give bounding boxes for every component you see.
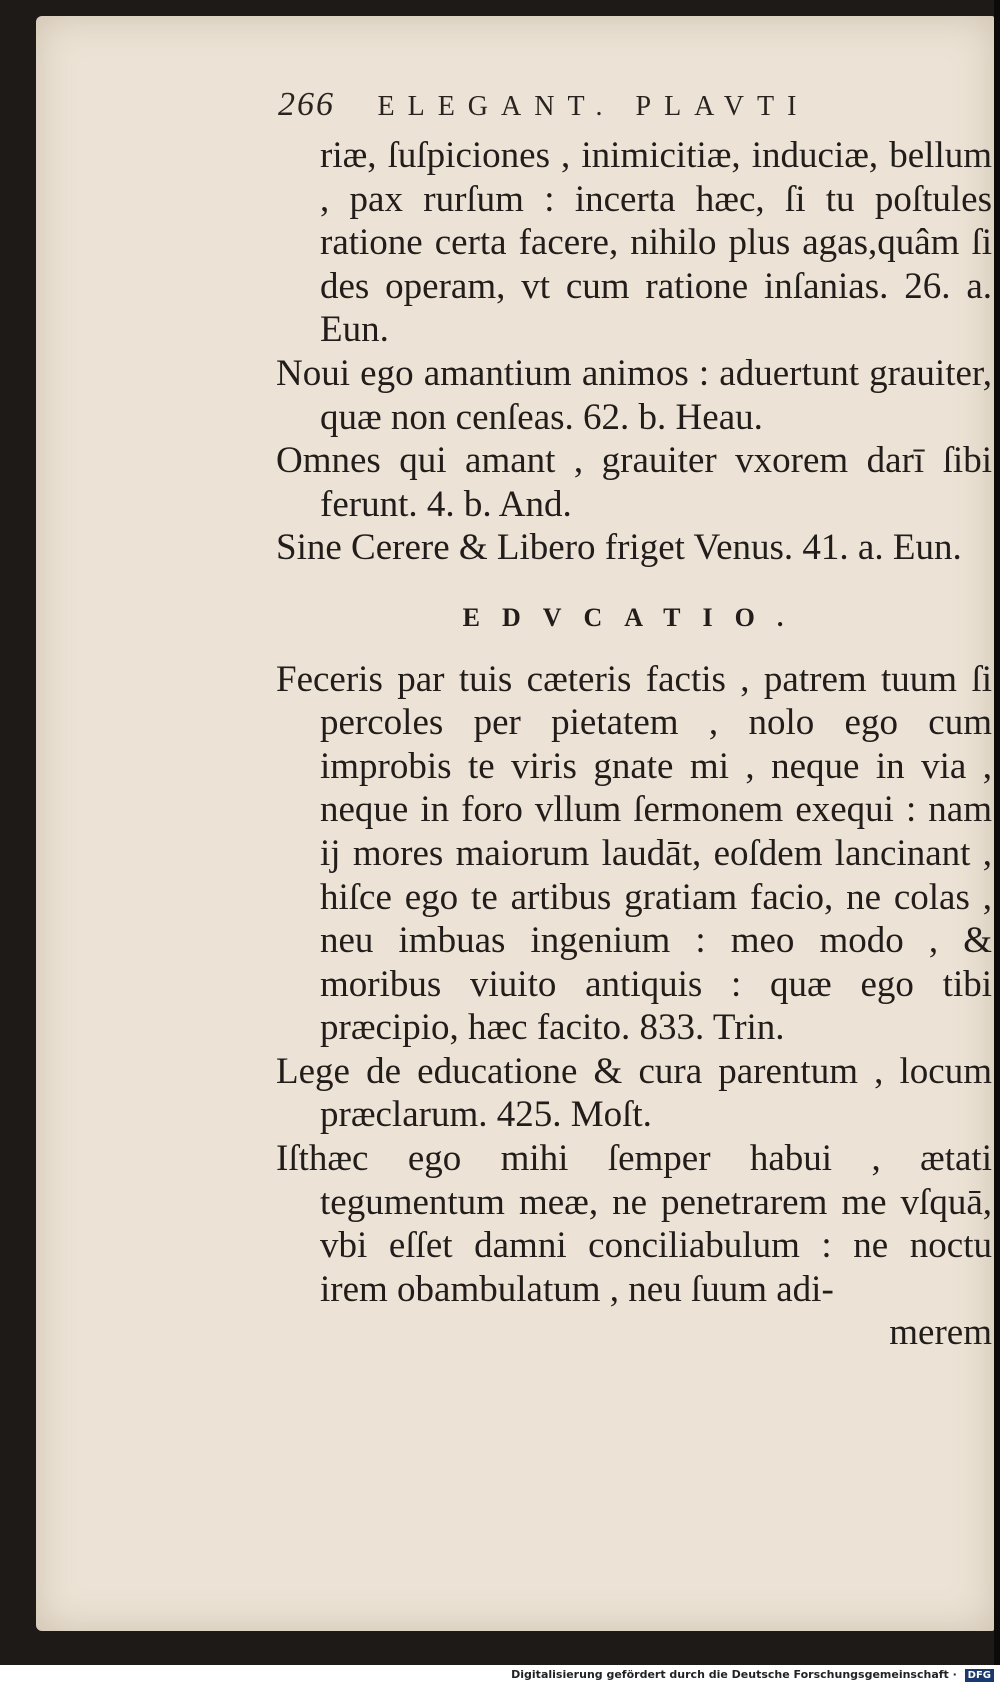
entries-top [276,134,992,570]
digitization-footer [0,1668,994,1682]
entry-paragraph: Lege de educatione & cura parentum , locum præclarum. 425. Moſt. [276,1050,992,1136]
entries-bottom [276,658,992,1312]
entry-paragraph: Noui ego amantium animos : aduertunt grauiter, quæ non cenſeas. 62. b. Heau. [276,352,992,438]
entry-paragraph: riæ, ſuſpiciones , inimicitiæ, induciæ, bellum , pax rurſum : incerta hæc, ſi tu poſtules ratione certa facere, nihilo plus agas,quâm ſi des operam, vt cum ratione inſanias. 26. a. Eun. [320,135,992,351]
section-title: EDVCATIO. [462,602,806,632]
entry-paragraph: Omnes qui amant , grauiter vxorem darī ſibi ferunt. 4. b. And. [276,440,992,525]
catchword: merem [889,1312,992,1354]
running-head [278,86,968,124]
page-text [276,134,992,1355]
entry-paragraph: Feceris par tuis cæteris factis , patrem tuum ſi percoles per pietatem , nolo ego cum improbis te viris gnate mi , neque in via , neque in foro vllum ſermonem exequi : nam ij mores maiorum laudāt, eoſdem lancinant , hiſce ego te artibus gratiam facio, ne colas , neu imbuas ingenium : meo modo , & moribus viuito antiquis : quæ ego tibi præcipio, hæc facito. 833. Trin. [276,658,992,1049]
running-title: ELEGANT. PLAVTI [377,91,810,122]
dfg-logo: DFG [965,1669,994,1682]
page-number: 266 [278,86,335,123]
entry-paragraph: Sine Cerere & Libero friget Venus. 41. a. Eun. [276,527,962,569]
page-edge-shadow [994,0,1000,1665]
entry-paragraph: Iſthæc ego mihi ſemper habui , ætati tegumentum meæ, ne penetrarem me vſquā, vbi eſſet damni conciliabulum : ne noctu irem obambulatum , neu ſuum adi- [276,1138,992,1310]
footer-credit: Digitalisierung gefördert durch die Deutsche Forschungsgemeinschaft · [511,1668,957,1681]
